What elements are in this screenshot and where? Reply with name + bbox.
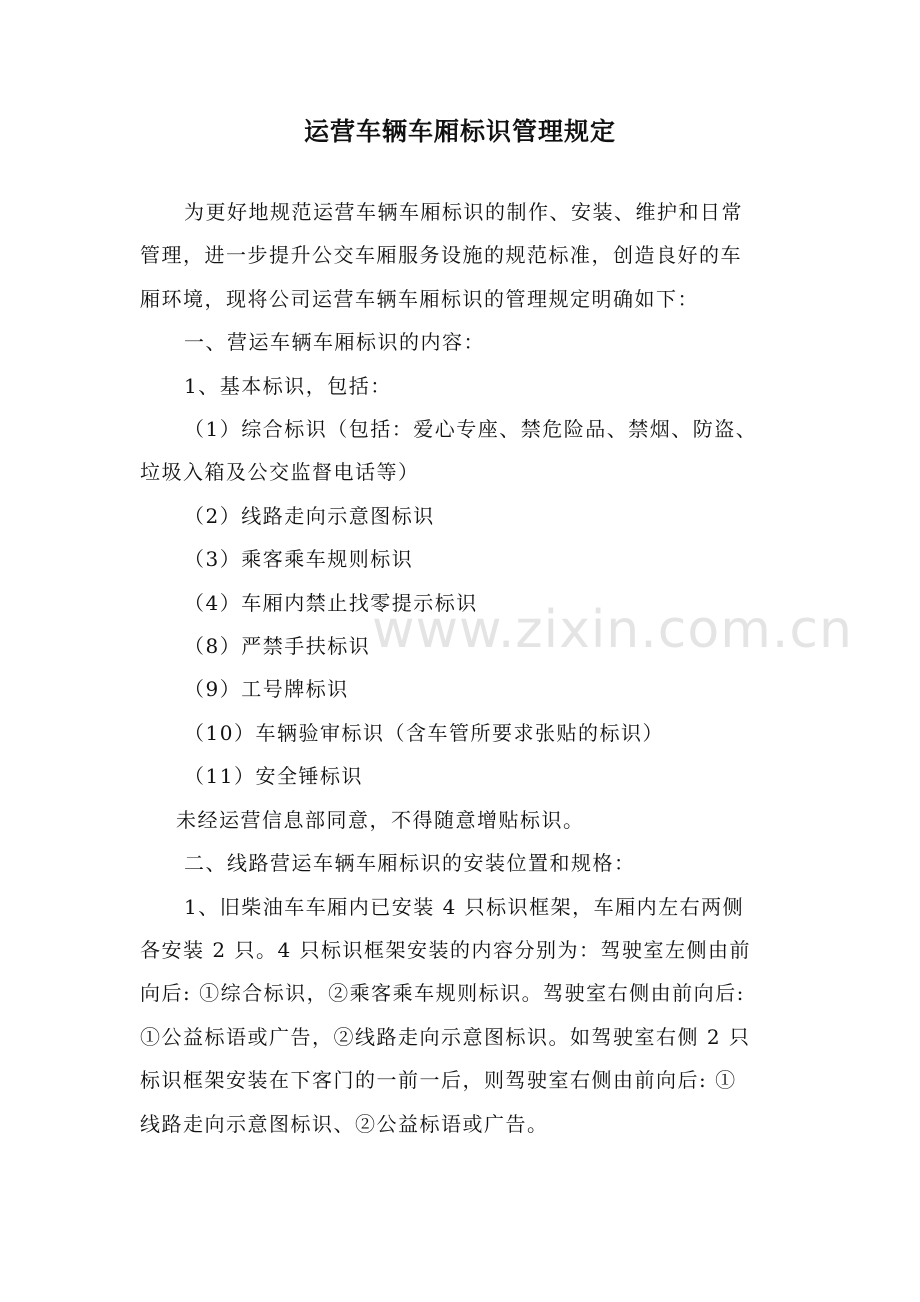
section-2-para-line-2: 各安装 2 只。4 只标识框架安装的内容分别为：驾驶室左侧由前 (140, 937, 752, 962)
section-2-para-line-3: 向后: ①综合标识，②乘客乘车规则标识。驾驶室右侧由前向后: (140, 981, 745, 1006)
list-item-9: （9）工号牌标识 (184, 677, 349, 702)
section-2-para-line-5: 标识框架安装在下客门的一前一后，则驾驶室右侧由前向后: ① (140, 1068, 737, 1093)
basic-signs-heading: 1、基本标识，包括： (184, 373, 392, 398)
section-2-heading: 二、线路营运车辆车厢标识的安装位置和规格： (184, 851, 636, 876)
intro-line-2: 管理，进一步提升公交车厢服务设施的规范标准，创造良好的车 (140, 243, 742, 268)
section-2-para-line-4: ①公益标语或广告，②线路走向示意图标识。如驾驶室右侧 2 只 (140, 1024, 751, 1049)
note-line: 未经运营信息部同意，不得随意增贴标识。 (176, 807, 585, 832)
intro-line-1: 为更好地规范运营车辆车厢标识的制作、安装、维护和日常 (184, 200, 743, 224)
list-item-1-line-1: （1）综合标识（包括：爱心专座、禁危险品、禁烟、防盗、 (184, 417, 758, 442)
list-item-3: （3）乘客乘车规则标识 (184, 547, 414, 572)
list-item-11: （11）安全锤标识 (184, 764, 363, 789)
list-item-2: （2）线路走向示意图标识 (184, 503, 435, 528)
section-1-heading: 一、营运车辆车厢标识的内容： (184, 330, 485, 355)
list-item-10: （10）车辆验审标识（含车管所要求张贴的标识） (184, 720, 664, 745)
list-item-1-line-2: 垃圾入箱及公交监督电话等） (140, 460, 420, 485)
list-item-8: （8）严禁手扶标识 (184, 634, 371, 659)
document-title: 运营车辆车厢标识管理规定 (303, 117, 616, 146)
section-2-para-line-6: 线路走向示意图标识、②公益标语或广告。 (140, 1111, 549, 1136)
document-body (140, 191, 780, 1146)
intro-line-3: 厢环境，现将公司运营车辆车厢标识的管理规定明确如下： (140, 286, 699, 311)
section-2-para-line-1: 1、旧柴油车车厢内已安装 4 只标识框架，车厢内左右两侧 (184, 894, 745, 919)
watermark: www.zixin.com.cn (372, 600, 853, 660)
list-item-4: （4）车厢内禁止找零提示标识 (184, 590, 478, 615)
